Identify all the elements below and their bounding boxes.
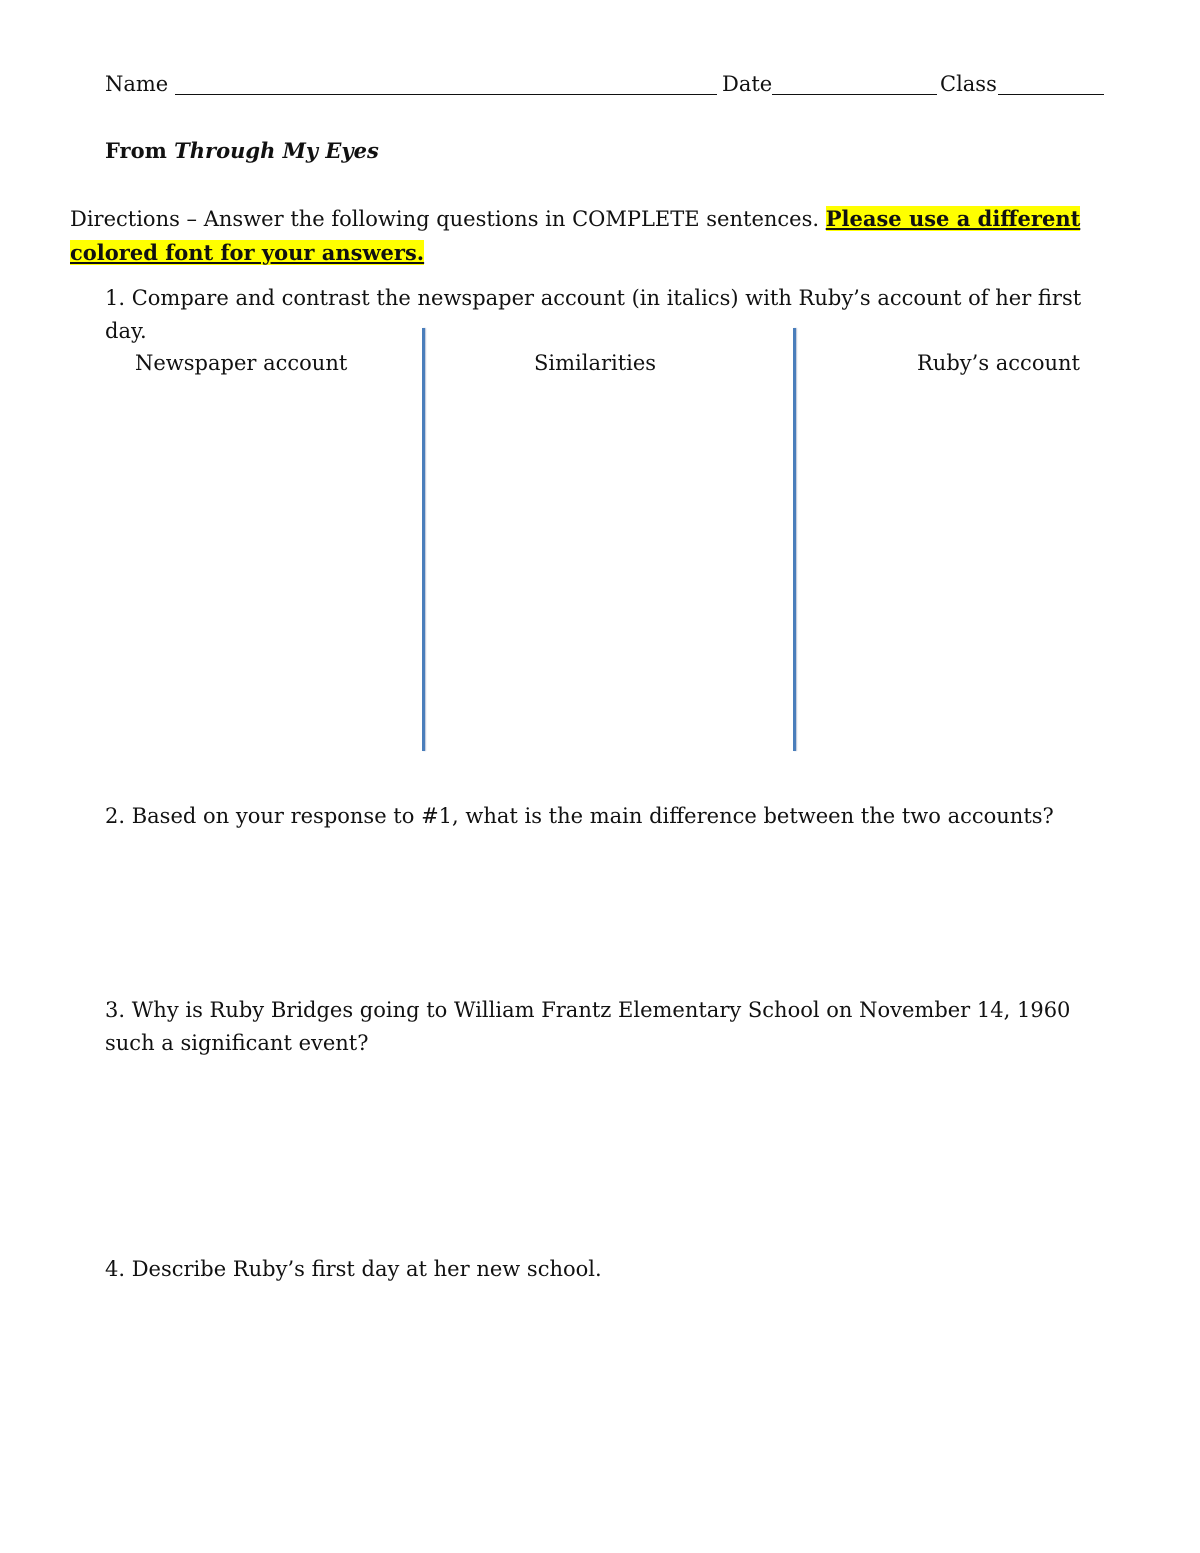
- question-2: 2. Based on your response to #1, what is the main difference between the two accounts?: [105, 804, 1054, 828]
- page-title: [105, 138, 379, 163]
- date-blank[interactable]: [772, 94, 937, 95]
- question-4: 4. Describe Ruby’s first day at her new school.: [105, 1257, 602, 1281]
- directions-text: Directions – Answer the following questions in COMPLETE sentences.: [70, 207, 826, 231]
- column-similarities: Similarities: [534, 351, 657, 375]
- class-blank[interactable]: [998, 94, 1104, 95]
- divider-line-left: [422, 328, 425, 751]
- directions-highlight: Please use a different colored font for your answers.: [70, 206, 1081, 265]
- question-3: 3. Why is Ruby Bridges going to William Frantz Elementary School on November 14, 1960 such a significant event?: [105, 998, 1071, 1055]
- column-newspaper-account: Newspaper account: [135, 351, 348, 375]
- name-label: Name: [105, 72, 169, 96]
- title-prefix: From: [105, 138, 175, 163]
- question-1: 1. Compare and contrast the newspaper account (in italics) with Ruby’s account of her first day.: [105, 286, 1082, 343]
- title-book: Through My Eyes: [174, 138, 379, 163]
- directions: [70, 202, 1110, 270]
- column-rubys-account: Ruby’s account: [917, 351, 1080, 375]
- date-label: Date: [722, 72, 773, 96]
- divider-line-right: [793, 328, 796, 751]
- name-blank[interactable]: [175, 94, 717, 95]
- class-label: Class: [940, 72, 997, 96]
